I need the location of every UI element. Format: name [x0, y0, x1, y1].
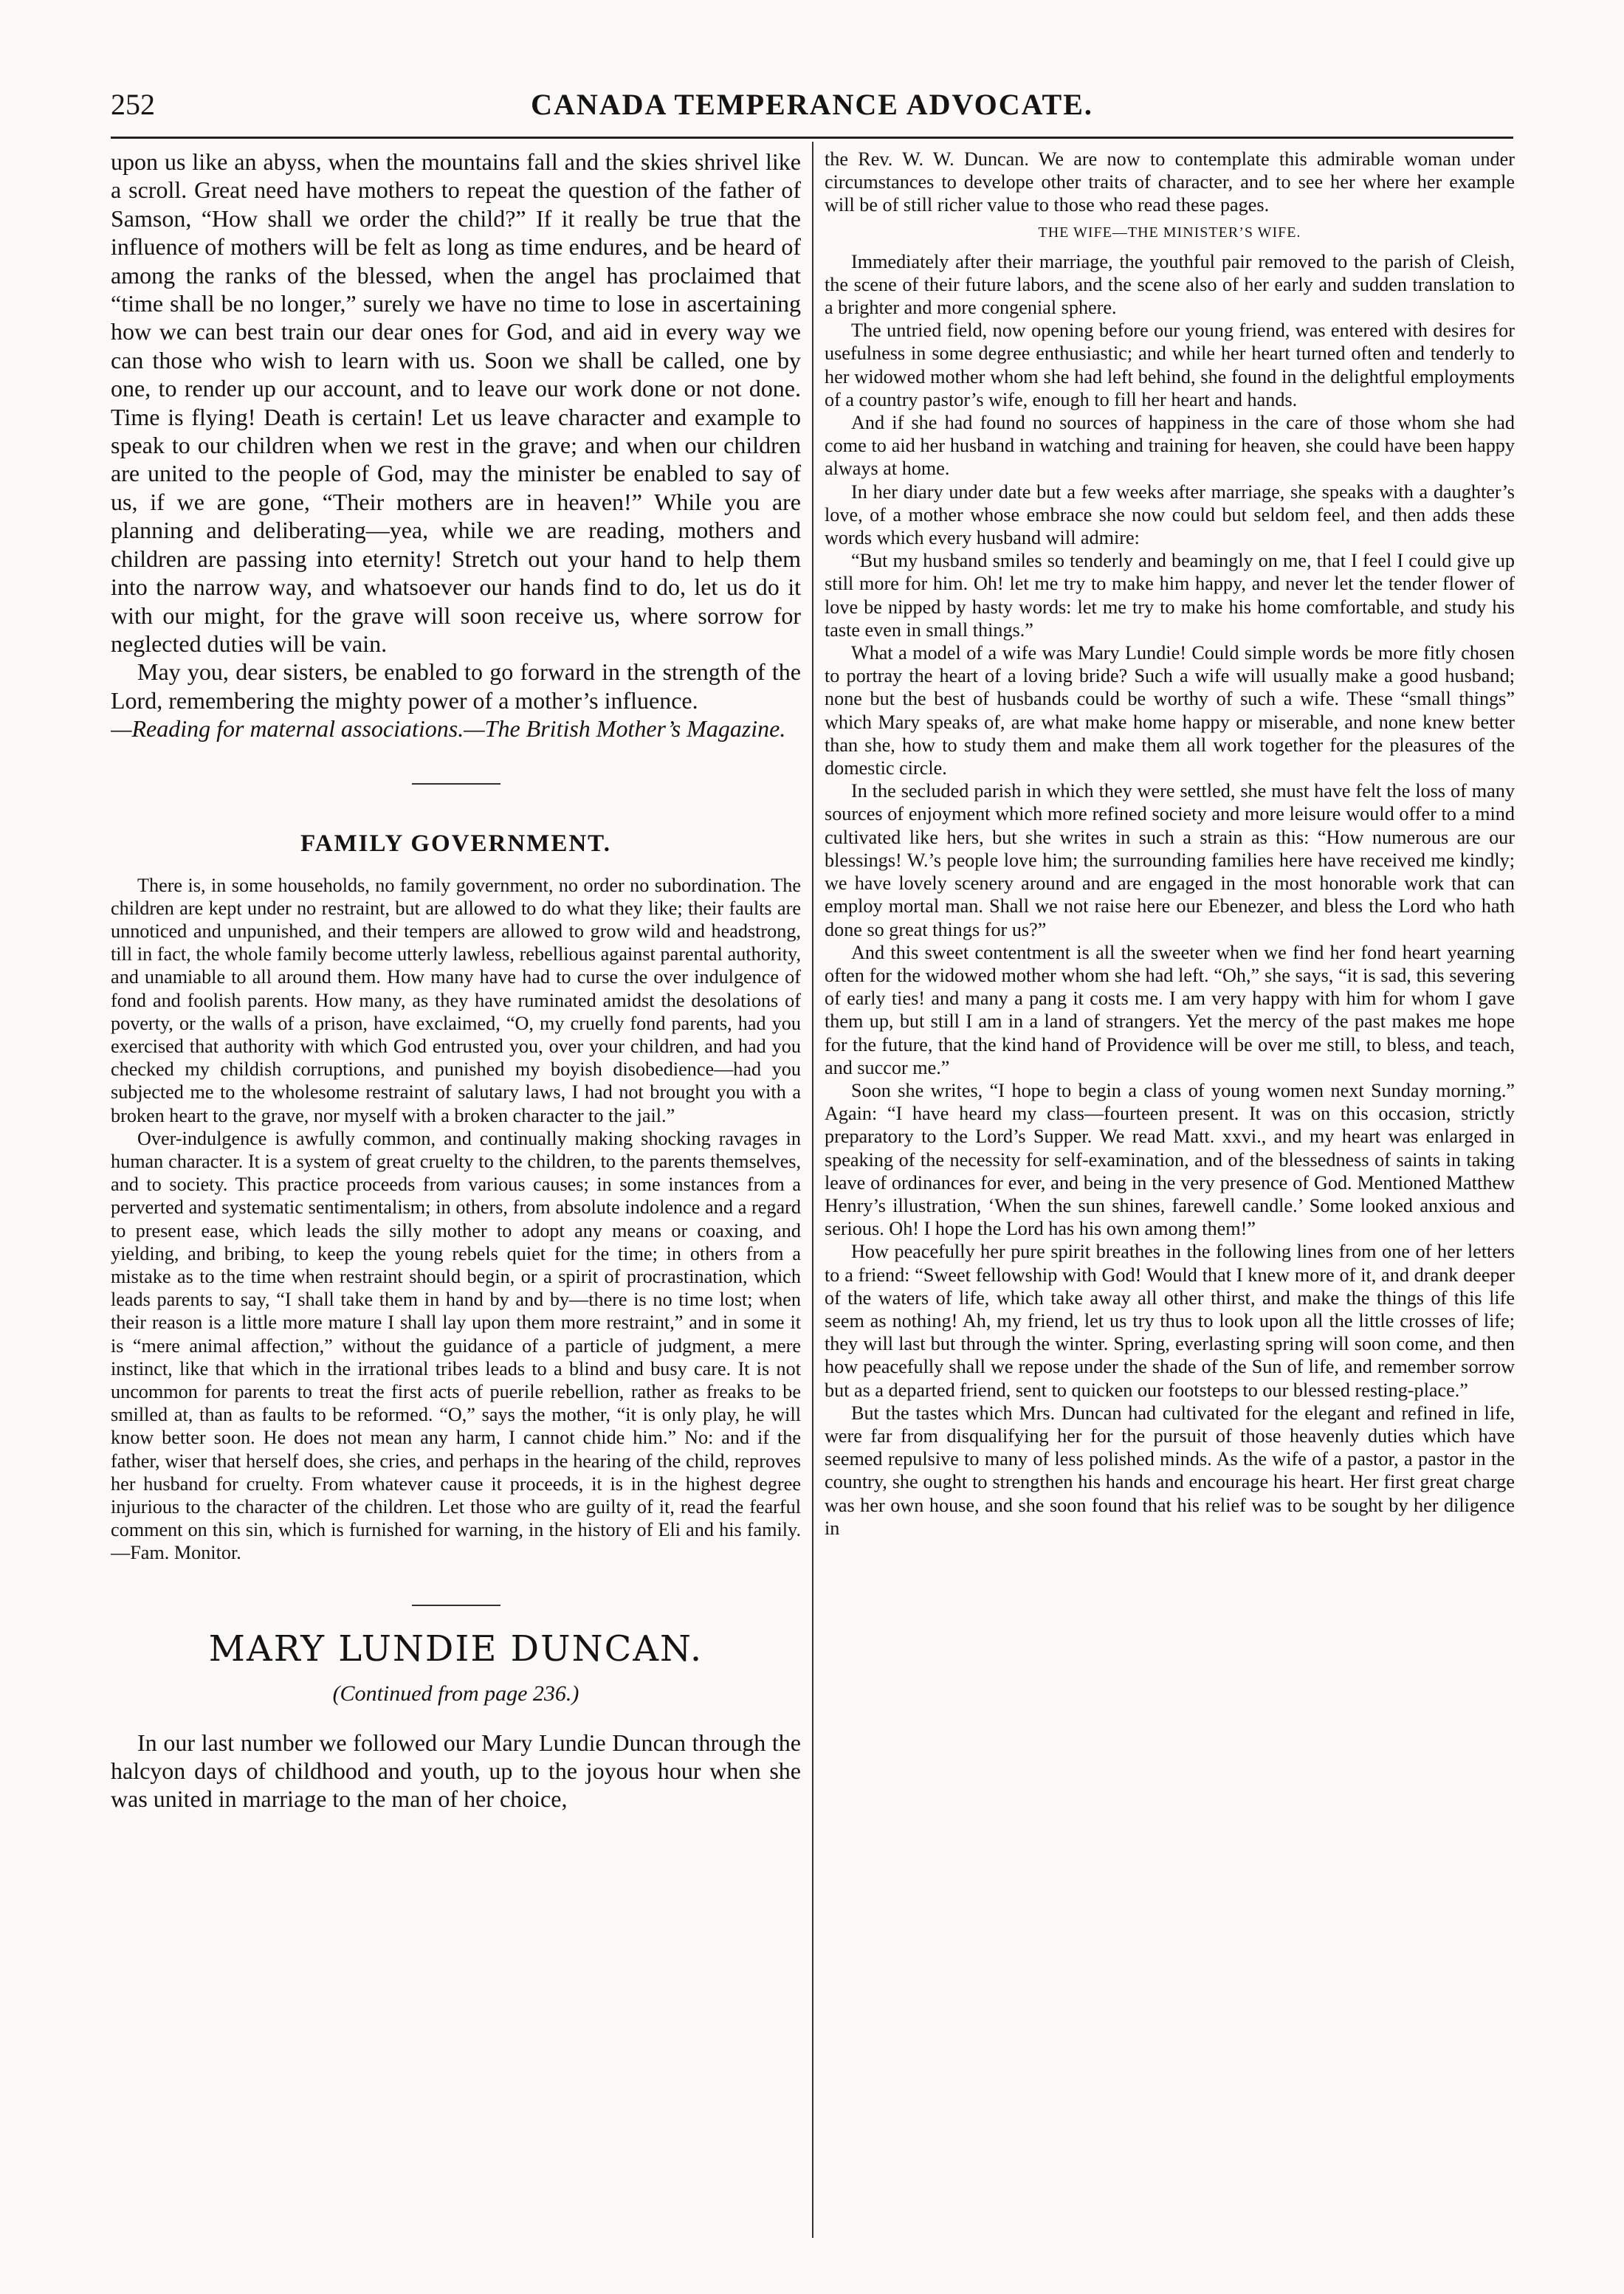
header-rule — [111, 137, 1513, 139]
article-title: MARY LUNDIE DUNCAN. — [208, 1628, 703, 1670]
right-paragraph: But the tastes which Mrs. Duncan had cultivated for the elegant and refined in life, were far from disqualifying her for the pursuit of those heavenly duties which have seemed repulsive to many of less polished minds. As the wife of a pastor, a pastor in the country, she ought to strengthen his hands and encourage his heart. Her first great charge was her own house, and she soon found that his relief was to be sought by her diligence in — [825, 1402, 1515, 1539]
section-paragraph: There is, in some households, no family government, no order no subordination. The children are kept under no restraint, but are allowed to do what they like; their faults are unnoticed and unpunished, and their tempers are allowed to grow wild and headstrong, till in fact, the whole family become utterly lawless, rebellious against parental authority, and unamiable to all around them. How many have had to curse the over indulgence of fond and foolish parents. How many, as they have ruminated amidst the desolations of poverty, or the walls of a prison, have exclaimed, “O, my cruelly fond parents, had you exercised that authority with which God entrusted you, over your children, and had you checked my childish corruptions, and punished my boyish disobedience—had you subjected me to the wholesome restraint of salutary laws, I had not brought you with a broken heart to the grave, nor myself with a broken character to the jail.” — [111, 874, 801, 1126]
section-rule — [412, 783, 500, 785]
right-paragraph: “But my husband smiles so tenderly and beamingly on me, that I feel I could give up still more for him. Oh! let me try to make him happy, and never let the tender flower of love be nipped by hasty words: let me try to make his home comfortable, and study his taste even in small things.” — [825, 550, 1515, 641]
right-paragraph: In her diary under date but a few weeks after marriage, she speaks with a daughter’s love, of a mother whose embrace she now could but seldom feel, and then adds these words which every husband will admire: — [825, 480, 1515, 549]
right-paragraph: Immediately after their marriage, the youthful pair removed to the parish of Cleish, the scene of their future labors, and the scene also of her early and sudden translation to a brighter and more congenial sphere. — [825, 250, 1515, 319]
intro-paragraph: upon us like an abyss, when the mountains fall and the skies shrivel like a scroll. Great need have mothers to repeat the question of the father of Samson, “How shall we order the child?” If it really be true that the influence of mothers will be felt as long as time endures, and be heard of among the ranks of the blessed, when the angel has proclaimed that “time shall be no longer,” surely we have no time to lose in ascertaining how we can best train our dear ones for God, and aid in every way we can those who wish to learn with us. Soon we shall be called, one by one, to render up our account, and to leave our work done or not done. Time is flying! Death is certain! Let us leave character and example to speak to our children when we rest in the grave; and when our children are united to the people of God, may the minister be enabled to say of us, if we are gone, “Their mothers are in heaven!” While you are planning and deliberating—yea, while we are reading, mothers and children are passing into eternity! Stretch out your hand to help them into the narrow way, and whatsoever our hands find to do, let us do it with our might, for the grave will soon receive us, where sorrow for neglected duties will be vain. — [111, 148, 801, 657]
right-opening: the Rev. W. W. Duncan. We are now to contemplate this admirable woman under circumstances to develope other traits of character, and to see her where her example will be of still richer value to those who read these pages. — [825, 148, 1515, 216]
right-column — [825, 148, 1515, 2251]
right-paragraph: How peacefully her pure spirit breathes in the following lines from one of her letters to a friend: “Sweet fellowship with God! Would that I knew more of it, and drank deeper of the waters of life, which take away all other thirst, and make the things of this life seem as nothing! Ah, my friend, let us try thus to look upon all the little crosses of life; they will last but through the winter. Spring, everlasting spring will soon come, and then how peacefully shall we repose under the shade of the Sun of life, and remember sorrow but as a departed friend, sent to quicken our footsteps to our blessed resting-place.” — [825, 1241, 1515, 1401]
section-paragraph: Over-indulgence is awfully common, and continually making shocking ravages in human character. It is a system of great cruelty to the children, to the parents themselves, and to society. This practice proceeds from various causes; in some instances from a perverted and systematic sentimentalism; in others, from absolute indolence and a regard to present ease, which leads the silly mother to adopt any means or coaxing, and yielding, and bribing, to keep the young rebels quiet for the time; in others from a mistake as to the time when restraint should begin, or a spirit of procrastination, which leads parents to say, “I shall take them in hand by and by—there is no time lost; when their reason is a little more mature I shall lay upon them more restraint,” and in some it is “mere animal affection,” without the guidance of a particle of judgment, a mere instinct, like that which in the irrational tribes leads to a blind and busy care. It is not uncommon for parents to treat the first acts of puerile rebellion, rather as freaks to be smilled at, than as faults to be reformed. “O,” says the mother, “it is only play, he will know better soon. He does not mean any harm, I cannot chide him.” No: and if the father, wiser that herself does, she cries, and perhaps in the hearing of the child, reproves her husband for cruelty. From whatever cause it proceeds, it is in the highest degree injurious to the character of the children. Let those who are guilty of it, read the fearful comment on this sin, which is furnished for warning, in the history of Eli and his family.—Fam. Monitor. — [111, 1127, 801, 1564]
page-number: 252 — [111, 88, 155, 121]
closing-paragraph: May you, dear sisters, be enabled to go forward in the strength of the Lord, remembering the mighty power of a mother’s influence. — [111, 658, 801, 714]
right-paragraph: Soon she writes, “I hope to begin a class of young women next Sunday morning.” Again: “I have heard my class—fourteen present. It was on this occasion, strictly preparatory to the Lord’s Supper. We read Matt. xxvi., and my heart was enlarged in speaking of the necessity for self-examination, and of the blessedness of saints in taking leave of ordinances for ever, and being in the very presence of God. Mentioned Matthew Henry’s illustration, ‘When the sun shines, farewell candle.’ Some looked anxious and serious. Oh! I hope the Lord has his own among them!” — [825, 1079, 1515, 1240]
right-paragraph: And if she had found no sources of happiness in the care of those whom she had come to aid her husband in watching and training for heaven, she could have been happy always at home. — [825, 412, 1515, 480]
closing-credit: —Reading for maternal associations.—The British Mother’s Magazine. — [111, 715, 786, 743]
article-intro: In our last number we followed our Mary Lundie Duncan through the halcyon days of childhood and youth, up to the joyous hour when she was united in marriage to the man of her choice, — [111, 1729, 801, 1813]
article-rule — [412, 1605, 500, 1606]
sub-heading: THE WIFE—THE MINISTER’S WIFE. — [1038, 224, 1301, 241]
right-paragraph: The untried field, now opening before our young friend, was entered with desires for usefulness in some degree enthusiastic; and while her heart turned often and tenderly to her widowed mother whom she had left behind, she found in the delightful employments of a country pastor’s wife, enough to fill her heart and hands. — [825, 320, 1515, 410]
section-title: FAMILY GOVERNMENT. — [300, 830, 611, 857]
right-paragraph: In the secluded parish in which they were settled, she must have felt the loss of many sources of enjoyment which more refined society and more leisure would offer to a mind cultivated like hers, but she writes in such a strain as this: “How numerous are our blessings! W.’s people love him; the surrounding families here have received me kindly; we have lovely scenery around and are engaged in the most honorable work that can employ mortal man. Shall we not raise here our Ebenezer, and bless the Lord who hath done so great things for us?” — [825, 780, 1515, 940]
left-column — [111, 148, 801, 2251]
article-subtitle: (Continued from page 236.) — [332, 1681, 579, 1706]
column-divider — [812, 142, 813, 2238]
right-paragraph: What a model of a wife was Mary Lundie! Could simple words be more fitly chosen to portray the heart of a loving bride? Such a wife will usually make a good husband; none but the best of husbands could be worthy of such a wife. These “small things” which Mary speaks of, are what make home happy or miserable, and none knew better than she, how to study them and make them all work together for the pleasures of the domestic circle. — [825, 642, 1515, 779]
right-paragraph: And this sweet contentment is all the sweeter when we find her fond heart yearning often for the widowed mother whom she had left. “Oh,” she says, “it is sad, this severing of early ties! and many a pang it costs me. I am very happy with him for whom I gave them up, but still I am in a land of strangers. Yet the mercy of the past makes me hope for the future, that the kind hand of Providence will be over me still, to bless, and teach, and succor me.” — [825, 941, 1515, 1078]
running-head: CANADA TEMPERANCE ADVOCATE. — [531, 88, 1093, 121]
page-header — [111, 87, 1513, 131]
